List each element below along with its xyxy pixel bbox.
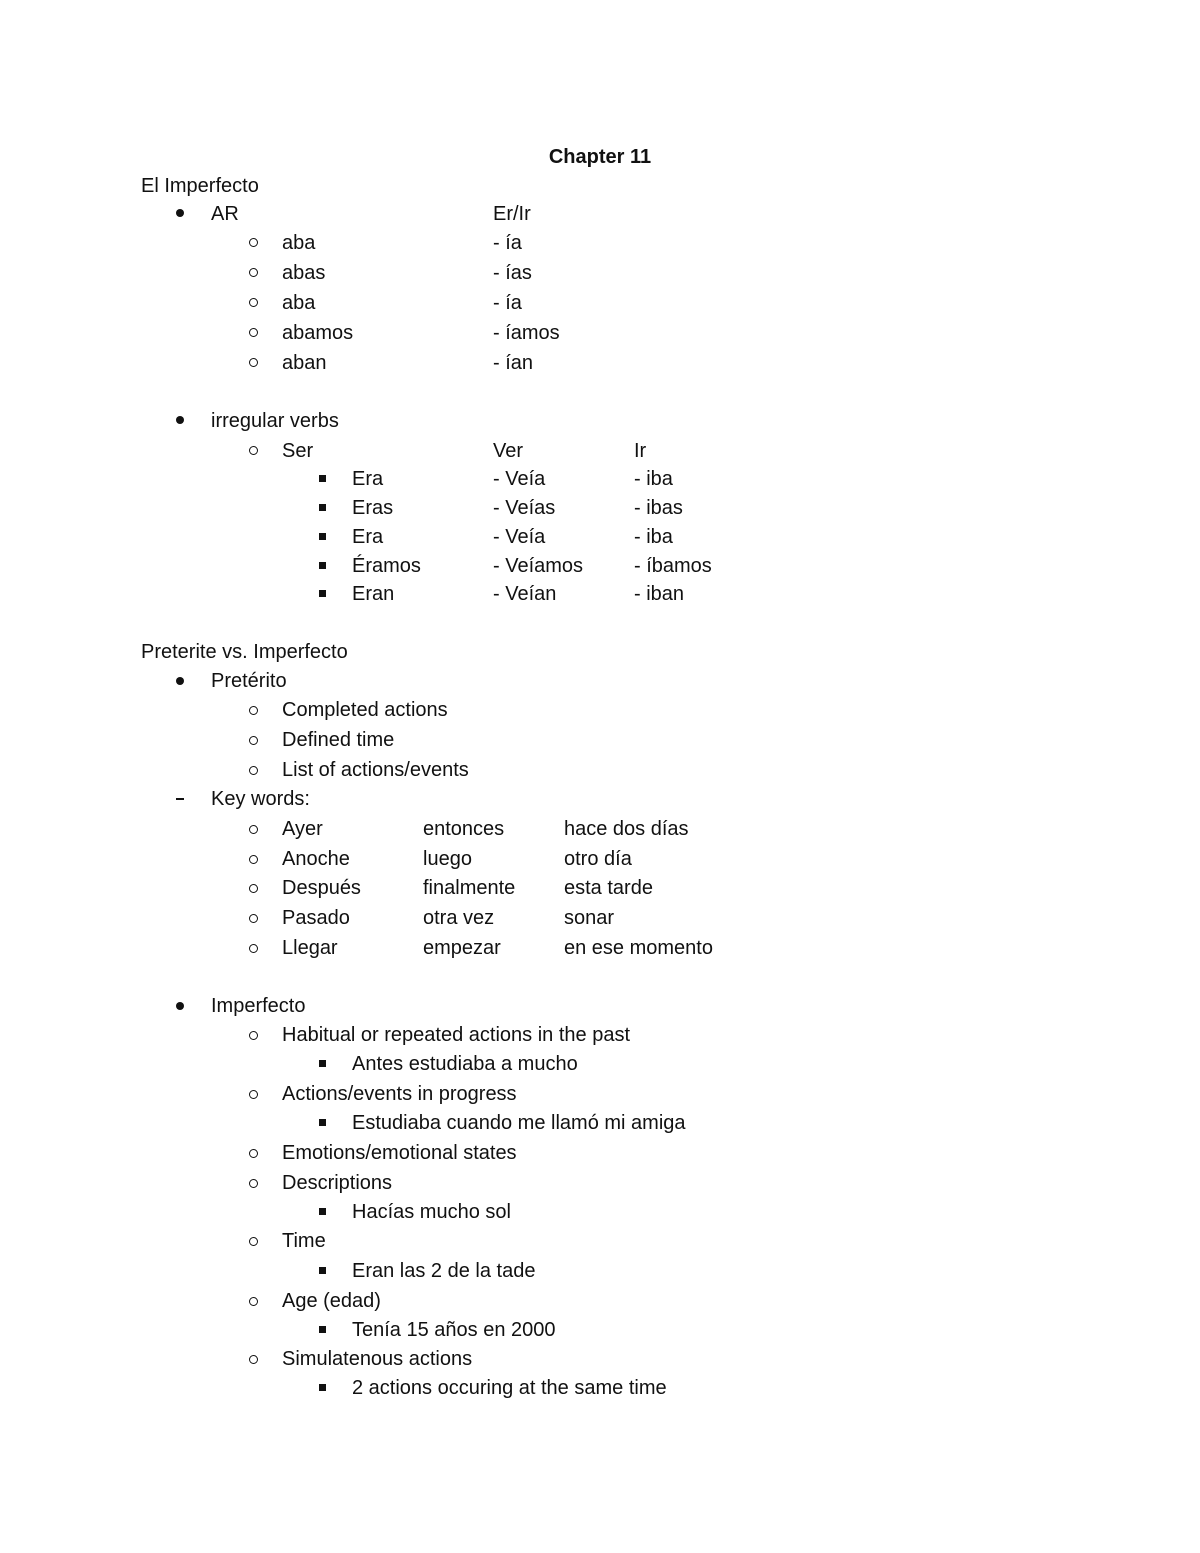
circle-bullet-icon xyxy=(249,944,258,953)
ver-form: - Veía xyxy=(493,526,546,548)
circle-bullet-icon xyxy=(249,298,258,307)
circle-bullet-icon xyxy=(249,884,258,893)
key-word: Anoche xyxy=(282,848,350,870)
section-heading-imperfecto: El Imperfecto xyxy=(141,175,259,197)
key-word: hace dos días xyxy=(564,818,689,840)
ir-form: - iba xyxy=(634,468,673,490)
section-heading-comparison: Preterite vs. Imperfecto xyxy=(141,641,348,663)
circle-bullet-icon xyxy=(249,1031,258,1040)
circle-bullet-icon xyxy=(249,706,258,715)
circle-bullet-icon xyxy=(249,914,258,923)
imperfecto-use: Actions/events in progress xyxy=(282,1083,517,1105)
square-bullet-icon xyxy=(319,562,326,569)
key-word: en ese momento xyxy=(564,937,713,959)
square-bullet-icon xyxy=(319,504,326,511)
key-word: Pasado xyxy=(282,907,350,929)
imperfecto-label: Imperfecto xyxy=(211,995,306,1017)
circle-bullet-icon xyxy=(249,1355,258,1364)
preterito-use: Completed actions xyxy=(282,699,448,721)
square-bullet-icon xyxy=(319,1384,326,1391)
key-word: otra vez xyxy=(423,907,495,929)
ir-form: - iban xyxy=(634,583,685,605)
square-bullet-icon xyxy=(319,533,326,540)
imperfecto-example: 2 actions occuring at the same time xyxy=(352,1377,667,1399)
key-word: Después xyxy=(282,877,361,899)
ver-form: - Veíamos xyxy=(493,555,584,577)
key-word: finalmente xyxy=(423,877,516,899)
square-bullet-icon xyxy=(319,1119,326,1126)
key-word: sonar xyxy=(564,907,615,929)
ar-ending: aba xyxy=(282,292,316,314)
ar-ending: aba xyxy=(282,232,316,254)
square-bullet-icon xyxy=(319,1326,326,1333)
bullet-icon xyxy=(176,209,184,217)
bullet-icon xyxy=(176,677,184,685)
ver-form: - Veía xyxy=(493,468,546,490)
ar-ending: abas xyxy=(282,262,326,284)
imperfecto-example: Hacías mucho sol xyxy=(352,1201,511,1223)
ser-form: Eran xyxy=(352,583,395,605)
circle-bullet-icon xyxy=(249,1179,258,1188)
imperfecto-use: Simulatenous actions xyxy=(282,1348,473,1370)
circle-bullet-icon xyxy=(249,1149,258,1158)
square-bullet-icon xyxy=(319,1060,326,1067)
ver-form: - Veían xyxy=(493,583,557,605)
key-words-label: Key words: xyxy=(211,788,310,810)
square-bullet-icon xyxy=(319,475,326,482)
verb-header-ser: Ser xyxy=(282,440,314,462)
imperfecto-example: Antes estudiaba a mucho xyxy=(352,1053,578,1075)
bullet-icon xyxy=(176,416,184,424)
er-ir-ending: - ía xyxy=(493,292,522,314)
ser-form: Éramos xyxy=(352,555,421,577)
imperfecto-use: Descriptions xyxy=(282,1172,393,1194)
verb-header-ver: Ver xyxy=(493,440,524,462)
imperfecto-example: Eran las 2 de la tade xyxy=(352,1260,536,1282)
bullet-icon xyxy=(176,1002,184,1010)
key-word: entonces xyxy=(423,818,505,840)
ar-label: AR xyxy=(211,203,239,225)
er-ir-ending: - ías xyxy=(493,262,532,284)
ar-ending: abamos xyxy=(282,322,354,344)
key-word: Llegar xyxy=(282,937,338,959)
square-bullet-icon xyxy=(319,1267,326,1274)
ir-form: - iba xyxy=(634,526,673,548)
ser-form: Era xyxy=(352,468,384,490)
key-word: esta tarde xyxy=(564,877,653,899)
ser-form: Eras xyxy=(352,497,394,519)
verb-header-ir: Ir xyxy=(634,440,647,462)
imperfecto-use: Age (edad) xyxy=(282,1290,381,1312)
circle-bullet-icon xyxy=(249,358,258,367)
circle-bullet-icon xyxy=(249,1090,258,1099)
circle-bullet-icon xyxy=(249,736,258,745)
ver-form: - Veías xyxy=(493,497,556,519)
er-ir-ending: - íamos xyxy=(493,322,560,344)
imperfecto-example: Estudiaba cuando me llamó mi amiga xyxy=(352,1112,686,1134)
circle-bullet-icon xyxy=(249,766,258,775)
square-bullet-icon xyxy=(319,1208,326,1215)
ir-form: - ibas xyxy=(634,497,683,519)
key-word: Ayer xyxy=(282,818,323,840)
imperfecto-use: Habitual or repeated actions in the past xyxy=(282,1024,630,1046)
imperfecto-use: Emotions/emotional states xyxy=(282,1142,517,1164)
circle-bullet-icon xyxy=(249,268,258,277)
preterito-use: List of actions/events xyxy=(282,759,469,781)
circle-bullet-icon xyxy=(249,1237,258,1246)
page-title: Chapter 11 xyxy=(548,146,652,168)
irregular-verbs-label: irregular verbs xyxy=(211,410,339,432)
circle-bullet-icon xyxy=(249,328,258,337)
circle-bullet-icon xyxy=(249,446,258,455)
ir-form: - íbamos xyxy=(634,555,712,577)
er-ir-ending: - ían xyxy=(493,352,534,374)
preterito-use: Defined time xyxy=(282,729,395,751)
square-bullet-icon xyxy=(319,590,326,597)
imperfecto-example: Tenía 15 años en 2000 xyxy=(352,1319,556,1341)
key-word: empezar xyxy=(423,937,501,959)
key-word: otro día xyxy=(564,848,632,870)
circle-bullet-icon xyxy=(249,825,258,834)
ser-form: Era xyxy=(352,526,384,548)
circle-bullet-icon xyxy=(249,1297,258,1306)
circle-bullet-icon xyxy=(249,238,258,247)
dash-bullet-icon xyxy=(176,798,184,800)
er-ir-ending: - ía xyxy=(493,232,522,254)
preterito-label: Pretérito xyxy=(211,670,287,692)
imperfecto-use: Time xyxy=(282,1230,326,1252)
circle-bullet-icon xyxy=(249,855,258,864)
ar-ending: aban xyxy=(282,352,327,374)
key-word: luego xyxy=(423,848,472,870)
er-ir-label: Er/Ir xyxy=(493,203,531,225)
